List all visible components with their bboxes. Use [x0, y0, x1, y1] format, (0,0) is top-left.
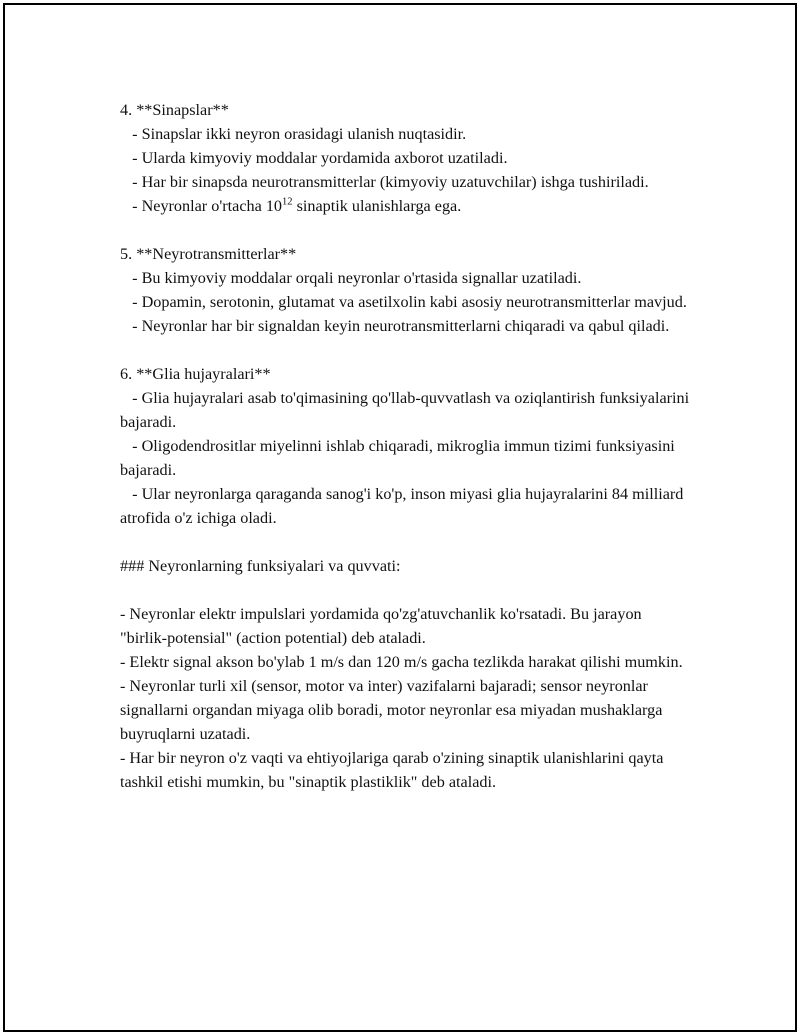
- section-glia-hujayralari: [120, 362, 694, 530]
- list-item: - Ularda kimyoviy moddalar yordamida axborot uzatiladi.: [120, 149, 508, 167]
- bullet-item: - Elektr signal akson bo'ylab 1 m/s dan 120 m/s gacha tezlikda harakat qilishi mumkin.: [120, 653, 683, 671]
- subheading: ### Neyronlarning funksiyalari va quvvati:: [120, 557, 401, 575]
- document-body: [120, 98, 694, 794]
- bullet-item: - Neyronlar elektr impulslari yordamida qo'zg'atuvchanlik ko'rsatadi. Bu jarayon "birlik-potensial" (action potential) deb ataladi.: [120, 605, 642, 647]
- subheading-block: [120, 554, 690, 578]
- section-neyrotransmitterlar: [120, 242, 690, 338]
- list-item: [120, 194, 690, 218]
- document-page: [3, 3, 797, 1032]
- list-item: - Glia hujayralari asab to'qimasining qo'llab-quvvatlash va oziqlantirish funksiyalarini bajaradi.: [120, 389, 694, 431]
- list-item-text: sinaptik ulanishlarga ega.: [292, 197, 462, 215]
- list-item: - Har bir sinapsda neurotransmitterlar (kimyoviy uzatuvchilar) ishga tushiriladi.: [120, 173, 649, 191]
- section-heading: 6. **Glia hujayralari**: [120, 365, 271, 383]
- exponent: 12: [282, 196, 293, 208]
- functions-list: [120, 602, 690, 794]
- list-item: - Neyronlar har bir signaldan keyin neurotransmitterlarni chiqaradi va qabul qiladi.: [120, 317, 670, 335]
- list-item: - Oligodendrositlar miyelinni ishlab chiqaradi, mikroglia immun tizimi funksiyasini bajaradi.: [120, 437, 679, 479]
- section-sinapslar: [120, 98, 690, 218]
- bullet-item: - Neyronlar turli xil (sensor, motor va inter) vazifalarni bajaradi; sensor neyronlar signallarni organdan miyaga olib boradi, motor neyronlar esa miyadan mushaklarga buyruqlarni uzatadi.: [120, 677, 663, 743]
- list-item-text: - Neyronlar o'rtacha 10: [120, 197, 283, 215]
- list-item: - Ular neyronlarga qaraganda sanog'i ko'p, inson miyasi glia hujayralarini 84 milliard atrofida o'z ichiga oladi.: [120, 485, 688, 527]
- list-item: - Dopamin, serotonin, glutamat va asetilxolin kabi asosiy neurotransmitterlar mavjud.: [120, 293, 687, 311]
- section-heading: 4. **Sinapslar**: [120, 101, 229, 119]
- list-item: - Bu kimyoviy moddalar orqali neyronlar o'rtasida signallar uzatiladi.: [120, 269, 582, 287]
- bullet-item: - Har bir neyron o'z vaqti va ehtiyojlariga qarab o'zining sinaptik ulanishlarini qayta tashkil etishi mumkin, bu "sinaptik plastiklik" deb ataladi.: [120, 749, 664, 791]
- section-heading: 5. **Neyrotransmitterlar**: [120, 245, 297, 263]
- list-item: - Sinapslar ikki neyron orasidagi ulanish nuqtasidir.: [120, 125, 467, 143]
